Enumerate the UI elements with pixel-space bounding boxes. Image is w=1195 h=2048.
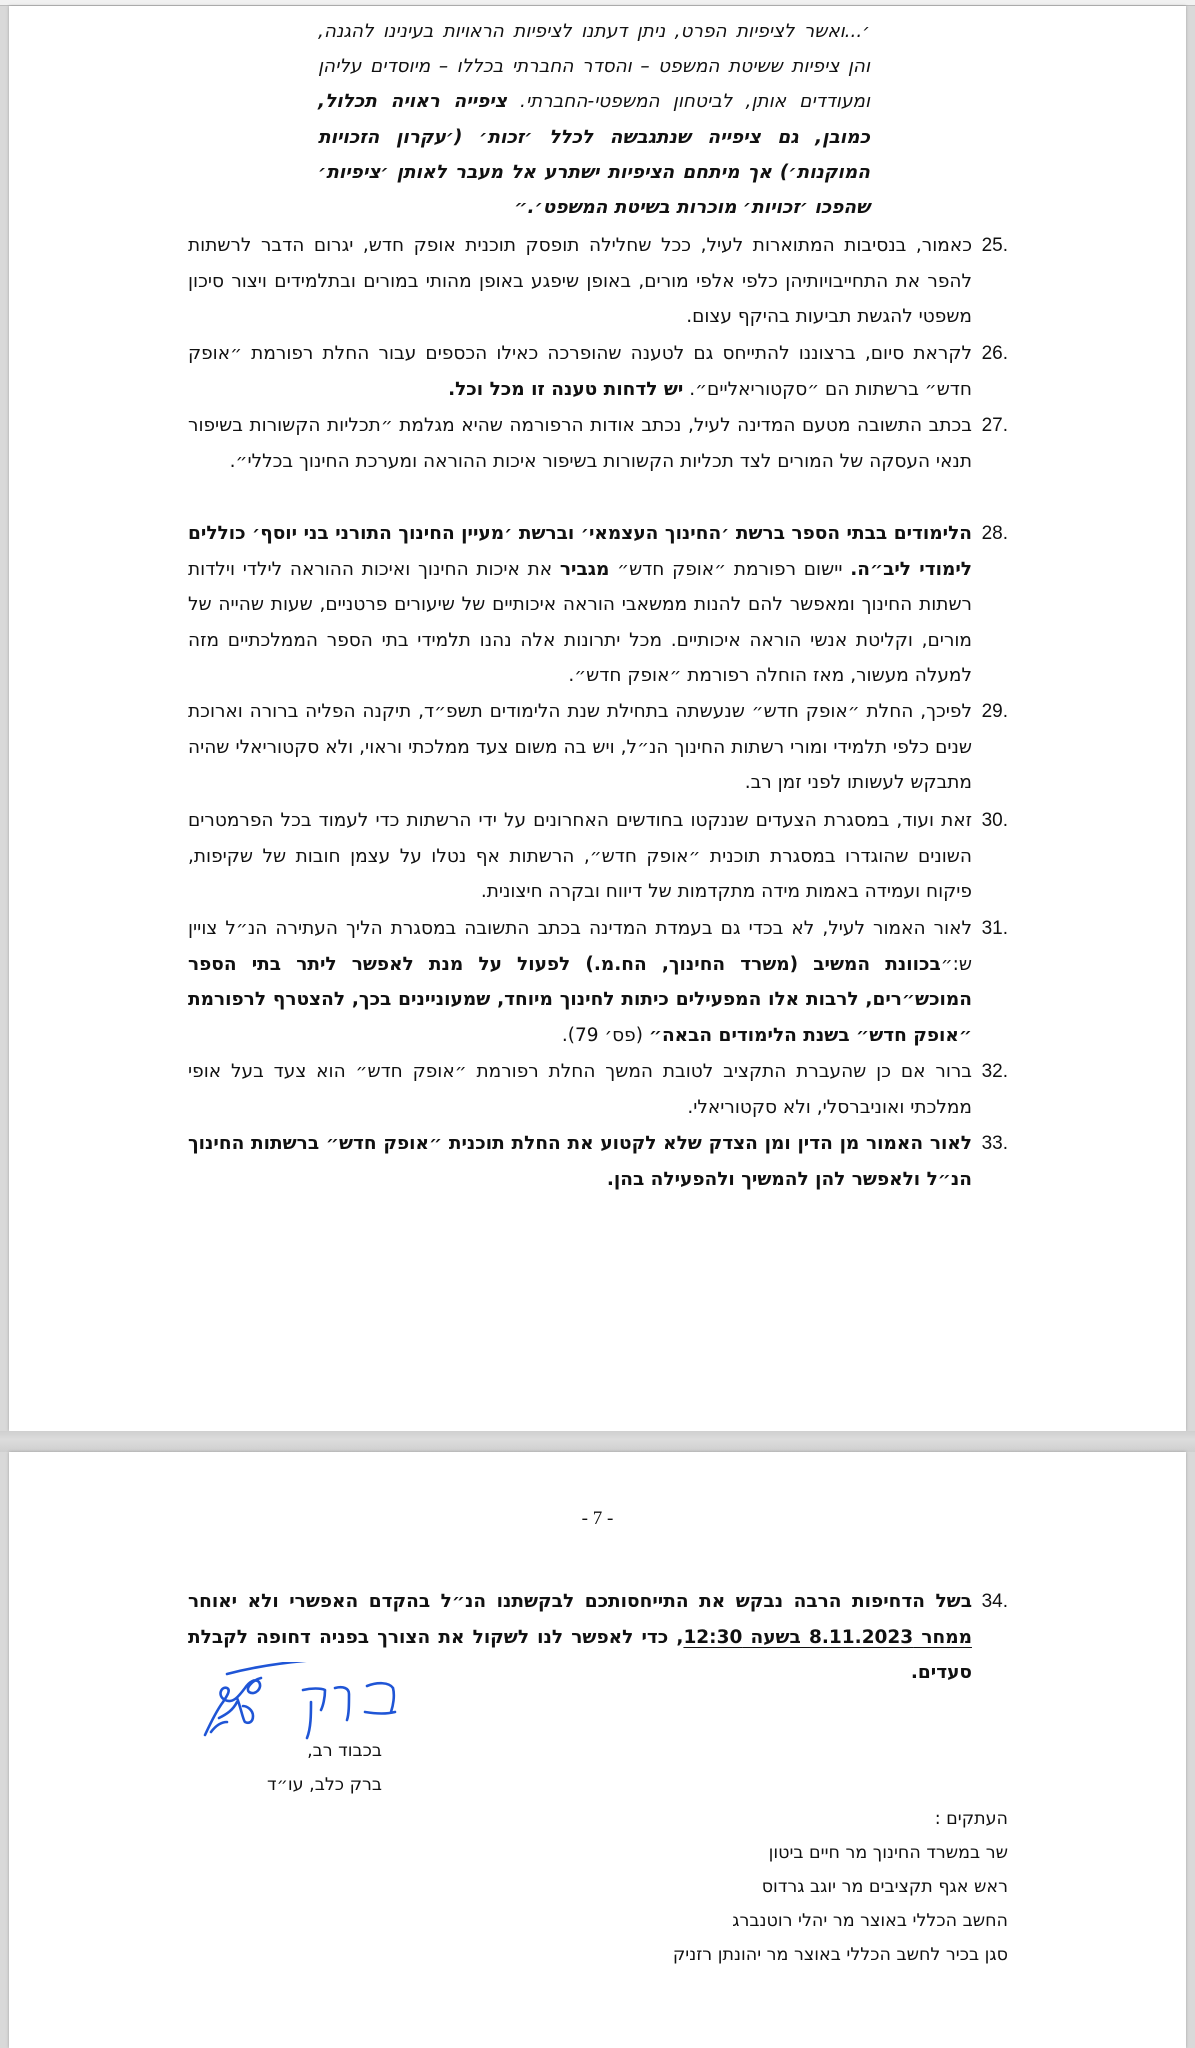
document-page-6 xyxy=(9,6,1186,1431)
paragraph-text xyxy=(188,228,972,335)
paragraph-number: 27. xyxy=(981,415,1008,436)
text-segment: בכוונת המשיב (משרד החינוך, הח.מ.) לפעול על מנת לאפשר ליתר בתי הספר המוכש״רים, לרבות אלו המפעילים כיתות לחינוך מיוחד, שמעוניינים בכך, להצטרף לרפורמת ״אופק חדש״ בשנת הלימודים הבאה״ xyxy=(188,953,972,1046)
paragraph-text xyxy=(188,694,972,801)
text-segment: ׳...ואשר לציפיות הפרט, ניתן דעתנו לציפיות הראויות בעינינו להגנה, והן ציפיות ששיטת המשפט – והסדר החברתי בכללו – מיוסדים עליהן ומעודדים אותן, לביטחון המשפטי-החברתי. xyxy=(318,21,871,113)
text-segment: לפיכך, החלת ״אופק חדש״ שנעשתה בתחילת שנת הלימודים תשפ״ד, תיקנה הפליה ברורה וארוכת שנים כלפי תלמידי ומורי רשתות החינוך הנ״ל, ויש בה משום צעד ממלכתי וראוי, ולא סקטוריאלי שהיה מתבקש לעשותו לפני זמן רב. xyxy=(188,701,972,793)
text-segment: לקראת סיום, ברצוננו להתייחס גם לטענה שהופרכה כאילו הכספים עבור החלת רפורמת ״אופק חדש״ ברשתות הם ״סקטוריאליים״. xyxy=(188,343,972,400)
paragraph-text xyxy=(188,911,972,1053)
paragraph-number: 30. xyxy=(981,810,1008,831)
text-segment: ממחר 8.11.2023 בשעה 12:30 xyxy=(683,1626,972,1648)
copies-block xyxy=(508,1802,1008,1972)
copies-recipient: שר במשרד החינוך מר חיים ביטון xyxy=(768,1843,1008,1863)
numbered-paragraph xyxy=(188,516,1008,694)
text-segment: ציפייה ראויה תכלול, כמובן, גם ציפייה שנתגבשה לכלל ׳זכות׳ (׳עקרון הזכויות המוקנות׳) אך מיתחם הציפיות ישתרע אל מעבר לאותן ׳ציפיות׳ שהפכו ׳זכויות׳ מוכרות בשיטת המשפט׳.״ xyxy=(318,91,870,219)
text-segment: לאור האמור לעיל, לא בכדי גם בעמדת המדינה בכתב התשובה במסגרת הליך העתירה הנ״ל צויין ש:״ xyxy=(188,918,972,975)
text-segment: כאמור, בנסיבות המתוארות לעיל, ככל שחלילה תופסק תוכנית אופק חדש, יגרום הדבר לרשתות להפר את התחייבויותיהן כלפי אלפי מורים, באופן שיפגע באופן מהותי במורים ובתלמידים ויצור סיכון משפטי להגשת תביעות בהיקף עצום. xyxy=(188,235,972,327)
numbered-paragraph xyxy=(188,803,1008,910)
text-segment: יש לדחות טענה זו מכל וכל. xyxy=(448,378,684,400)
paragraph-number: 34. xyxy=(981,1591,1008,1612)
copies-recipient: החשב הכללי באוצר מר יהלי רוטנברג xyxy=(732,1911,1008,1931)
paragraph-text xyxy=(188,803,972,910)
text-segment: הלימודים בבתי הספר ברשת ׳החינוך העצמאי׳ וברשת ׳מעיין החינוך התורני בני יוסף׳ כוללים לימודי ליב״ה. xyxy=(188,523,972,580)
numbered-paragraph xyxy=(188,408,1008,479)
text-segment: לאור האמור מן הדין ומן הצדק שלא לקטוע את החלת תוכנית ״אופק חדש״ ברשתות החינוך הנ״ל ולאפשר להן להמשיך ולהפעילה בהן. xyxy=(188,1133,972,1190)
text-segment: , כדי לאפשר לנו לשקול את הצורך בפניה דחופה לקבלת סעדים. xyxy=(188,1626,972,1683)
page-separator xyxy=(0,1431,1195,1452)
text-segment: בשל הדחיפות הרבה נבקש את התייחסותכם לבקשתנו הנ״ל בהקדם האפשרי ולא יאוחר xyxy=(188,1591,972,1612)
text-segment: ברור אם כן שהעברת התקציב לטובת המשך החלת רפורמת ״אופק חדש״ הוא צעד בעל אופי ממלכתי ואוניברסלי, ולא סקטוריאלי. xyxy=(188,1061,972,1118)
legal-quote-block xyxy=(318,14,870,225)
paragraph-number: 26. xyxy=(981,343,1008,364)
copies-heading: העתקים : xyxy=(934,1809,1008,1829)
closing-block xyxy=(162,1734,382,1802)
paragraph-number: 28. xyxy=(981,523,1008,544)
copies-recipient: סגן בכיר לחשב הכללי באוצר מר יהונתן רזניק xyxy=(672,1945,1008,1965)
text-segment: (פס׳ 79). xyxy=(561,1024,649,1046)
numbered-paragraph xyxy=(188,1054,1008,1125)
paragraph-number: 29. xyxy=(981,701,1008,722)
text-segment: יישום רפורמת ״אופק חדש״ xyxy=(609,558,851,580)
numbered-paragraph xyxy=(188,694,1008,801)
paragraph-text xyxy=(188,336,972,407)
document-page-7 xyxy=(9,1452,1186,2048)
numbered-paragraph xyxy=(188,911,1008,1053)
closing-salutation: בכבוד רב, xyxy=(307,1741,382,1761)
text-segment: את איכות החינוך ואיכות ההוראה לילדי וילדות רשתות החינוך ומאפשר להם להנות ממשאבי הוראה איכותיים של שיעורים פרטניים, שעות שהייה של מורים, וקליטת אנשי הוראה איכותיים. מכל יתרונות אלה נהנו תלמידי בתי הספר הממלכתיים מזה למעלה מעשור, מאז הוחלה רפורמת ״אופק חדש״. xyxy=(188,558,972,686)
paragraph-number: 25. xyxy=(981,235,1008,256)
paragraph-text xyxy=(188,1126,972,1197)
paragraph-text xyxy=(188,516,972,694)
text-segment: מגביר xyxy=(559,558,610,580)
numbered-paragraph xyxy=(188,228,1008,335)
paragraph-number: 32. xyxy=(981,1061,1008,1082)
paragraph-number: 33. xyxy=(981,1133,1008,1154)
numbered-paragraph xyxy=(188,336,1008,407)
signer-name: ברק כלב, עו״ד xyxy=(267,1775,382,1795)
numbered-paragraph xyxy=(188,1126,1008,1197)
text-segment: בכתב התשובה מטעם המדינה לעיל, נכתב אודות הרפורמה שהיא מגלמת ״תכליות הקשורות בשיפור תנאי העסקה של המורים לצד תכליות הקשורות בשיפור איכות ההוראה ומערכת החינוך בכללי״. xyxy=(188,415,972,472)
page-number: - 7 - xyxy=(581,1508,614,1529)
copies-recipient: ראש אגף תקציבים מר יוגב גרדוס xyxy=(761,1877,1008,1897)
paragraph-number: 31. xyxy=(981,918,1008,939)
paragraph-text xyxy=(188,408,972,479)
paragraph-text xyxy=(188,1054,972,1125)
text-segment: זאת ועוד, במסגרת הצעדים שננקטו בחודשים האחרונים על ידי הרשתות כדי לעמוד בכל הפרמטרים השונים שהוגדרו במסגרת תוכנית ״אופק חדש״, הרשתות אף נטלו על עצמן חובות של שקיפות, פיקוח ועמידה באמות מידה מתקדמות של דיווח ובקרה חיצונית. xyxy=(188,810,972,902)
